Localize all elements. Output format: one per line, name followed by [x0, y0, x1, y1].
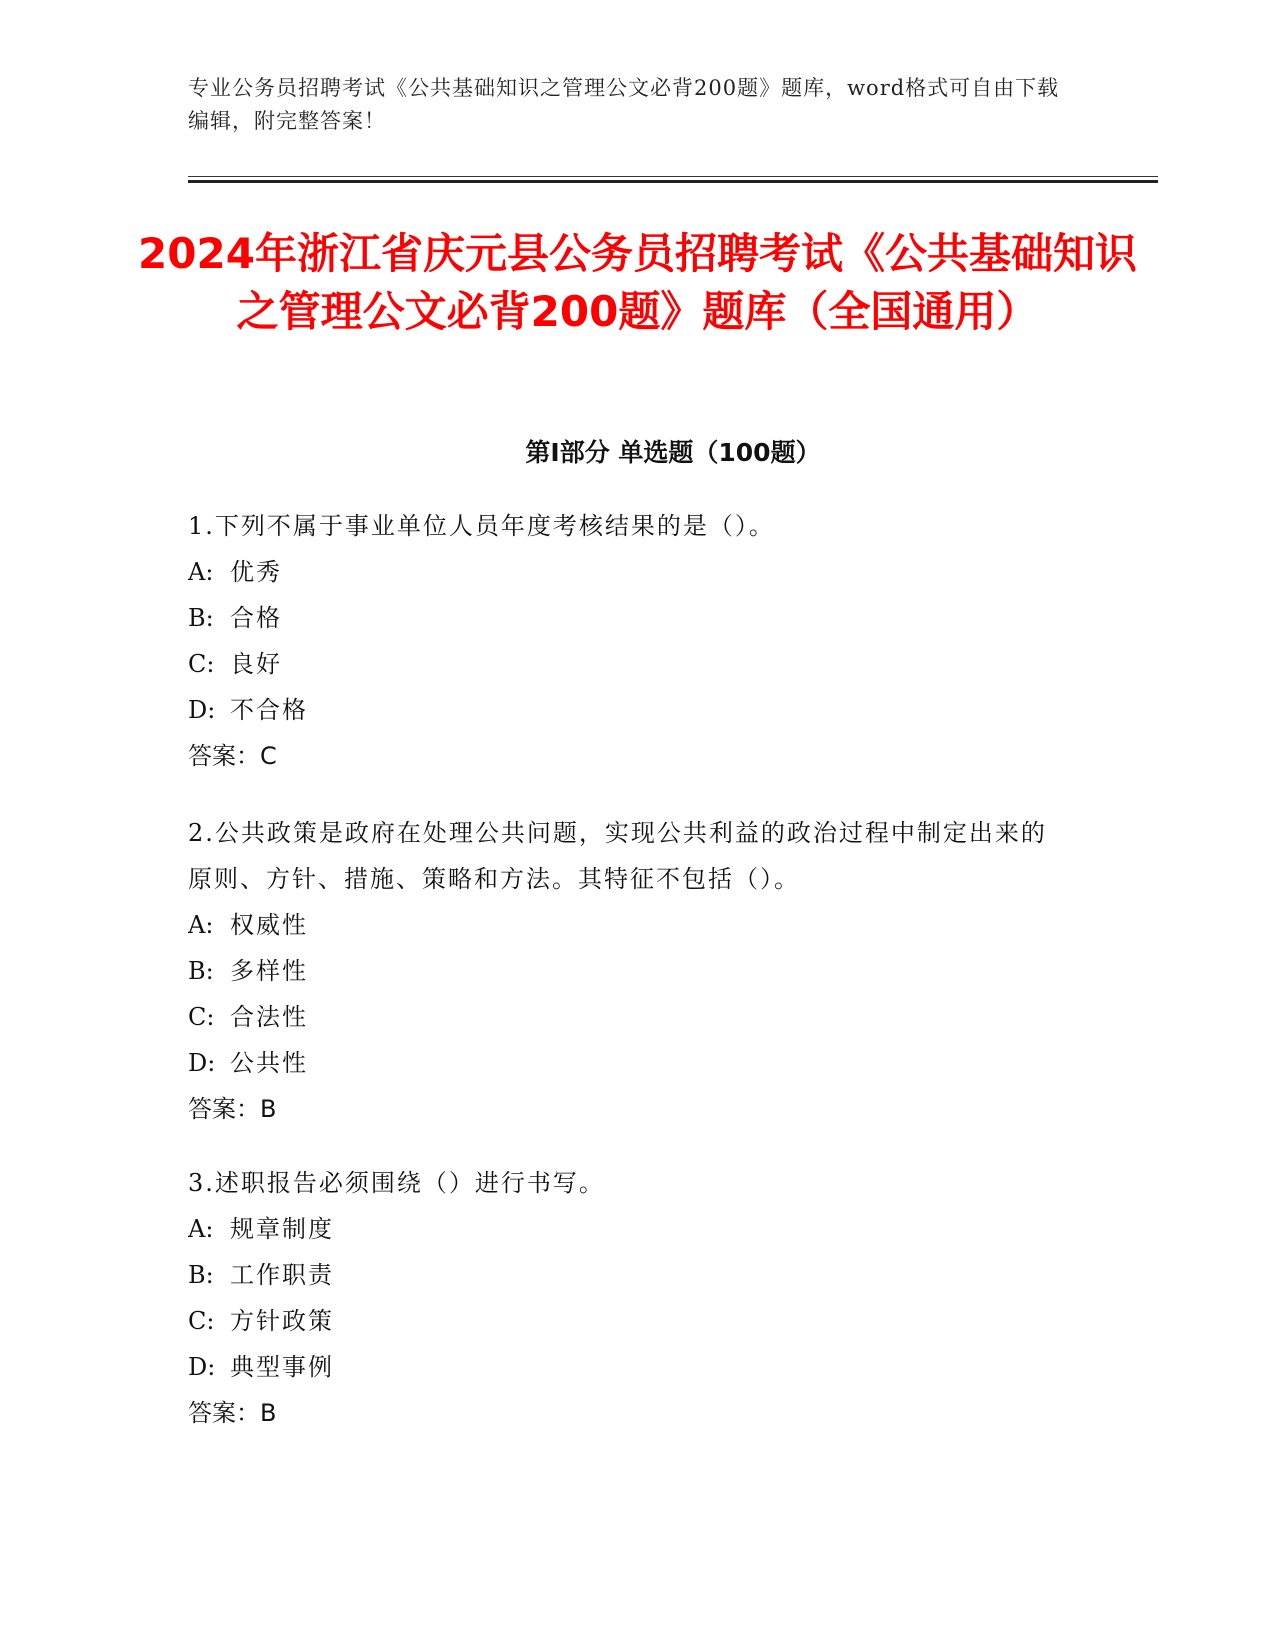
option-letter: B:	[188, 1261, 214, 1289]
option-b	[188, 595, 1068, 641]
option-c	[188, 641, 1068, 687]
option-letter: D:	[188, 1049, 216, 1077]
option-letter: A:	[188, 911, 214, 939]
question-1	[188, 503, 1068, 779]
option-text: 优秀	[230, 558, 282, 586]
option-text: 典型事例	[230, 1353, 334, 1381]
option-a	[188, 1206, 1068, 1252]
header-note: 专业公务员招聘考试《公共基础知识之管理公文必背200题》题库，word格式可自由下载编辑，附完整答案！	[188, 76, 1060, 133]
option-letter: A:	[188, 1215, 214, 1243]
option-a	[188, 902, 1068, 948]
question-stem: 3.述职报告必须围绕（）进行书写。	[188, 1169, 605, 1197]
option-letter: D:	[188, 1353, 216, 1381]
answer-line: 答案：B	[188, 1095, 277, 1123]
option-a	[188, 549, 1068, 595]
option-text: 公共性	[230, 1049, 308, 1077]
option-text: 权威性	[230, 911, 308, 939]
answer-line: 答案：C	[188, 742, 277, 770]
option-letter: C:	[188, 650, 215, 678]
header-divider-thin	[188, 176, 1158, 177]
option-c	[188, 1298, 1068, 1344]
option-d	[188, 1040, 1068, 1086]
question-2	[188, 810, 1068, 1132]
option-letter: B:	[188, 957, 214, 985]
option-text: 工作职责	[230, 1261, 334, 1289]
option-letter: C:	[188, 1307, 215, 1335]
option-letter: A:	[188, 558, 214, 586]
section-heading: 第I部分 单选题（100题）	[525, 438, 821, 467]
question-stem: 2.公共政策是政府在处理公共问题，实现公共利益的政治过程中制定出来的原则、方针、措施、策略和方法。其特征不包括（）。	[188, 819, 1047, 893]
option-text: 良好	[230, 650, 282, 678]
option-b	[188, 948, 1068, 994]
option-d	[188, 687, 1068, 733]
answer-line: 答案：B	[188, 1399, 277, 1427]
option-letter: D:	[188, 696, 216, 724]
option-b	[188, 1252, 1068, 1298]
option-c	[188, 994, 1068, 1040]
question-stem: 1.下列不属于事业单位人员年度考核结果的是（）。	[188, 512, 775, 540]
option-text: 不合格	[230, 696, 308, 724]
option-text: 规章制度	[230, 1215, 334, 1243]
option-letter: B:	[188, 604, 214, 632]
header-divider-thick	[188, 180, 1158, 183]
option-text: 多样性	[230, 957, 308, 985]
option-text: 合法性	[230, 1003, 308, 1031]
document-title: 2024年浙江省庆元县公务员招聘考试《公共基础知识之管理公文必背200题》题库（全国通用）	[138, 229, 1137, 336]
option-letter: C:	[188, 1003, 215, 1031]
question-3	[188, 1160, 1068, 1436]
option-text: 合格	[230, 604, 282, 632]
option-text: 方针政策	[230, 1307, 334, 1335]
option-d	[188, 1344, 1068, 1390]
